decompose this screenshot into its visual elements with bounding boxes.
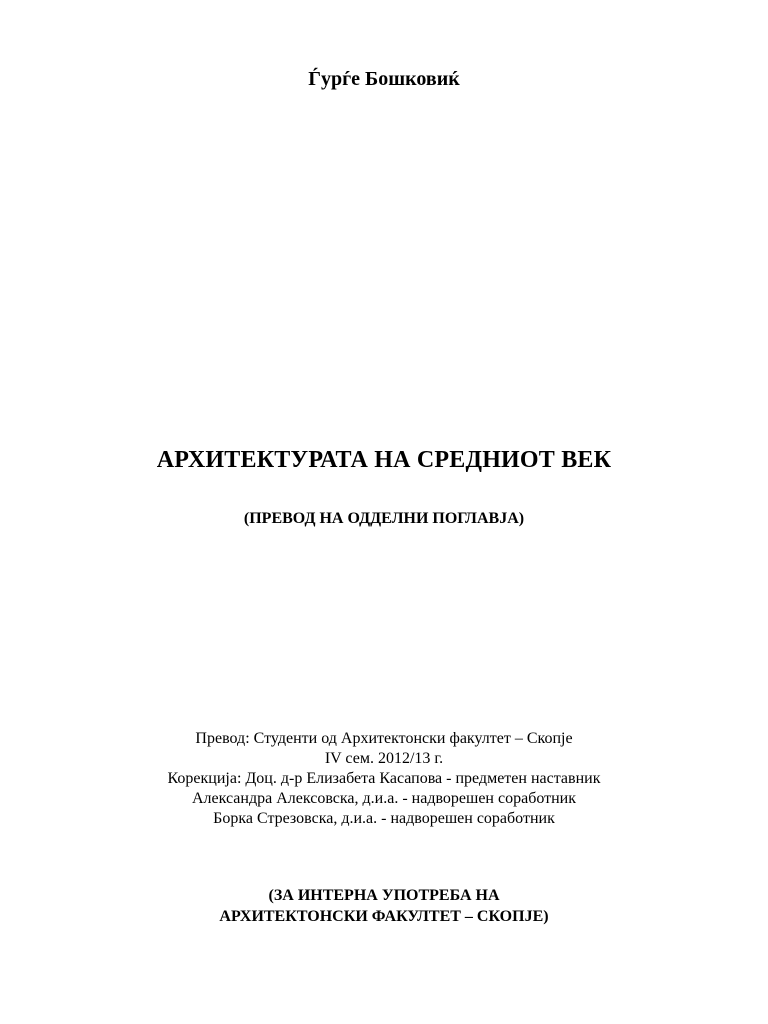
document-subtitle: (ПРЕВОД НА ОДДЕЛНИ ПОГЛАВЈА): [243, 510, 525, 527]
credit-line-translation: Превод: Студенти од Архитектонски факултет – Скопје: [195, 730, 573, 747]
credit-line-semester: IV сем. 2012/13 г.: [324, 750, 444, 767]
internal-use-line-2: АРХИТЕКТОНСКИ ФАКУЛТЕТ – СКОПЈЕ): [219, 908, 549, 925]
credits-block: [0, 729, 768, 829]
credit-line-collaborator-1: Александра Алексовска, д.и.а. - надворешен соработник: [191, 790, 577, 807]
internal-use-note: [0, 885, 768, 927]
document-title: АРХИТЕКТУРАТА НА СРЕДНИОТ ВЕК: [156, 447, 612, 473]
credit-line-collaborator-2: Борка Стрезовска, д.и.а. - надворешен соработник: [213, 810, 555, 827]
internal-use-line-1: (ЗА ИНТЕРНА УПОТРЕБА НА: [268, 887, 500, 904]
credit-line-correction: Корекција: Доц. д-р Елизабета Касапова - предметен наставник: [167, 770, 601, 787]
author-name: Ѓурѓе Бошковиќ: [308, 68, 460, 90]
